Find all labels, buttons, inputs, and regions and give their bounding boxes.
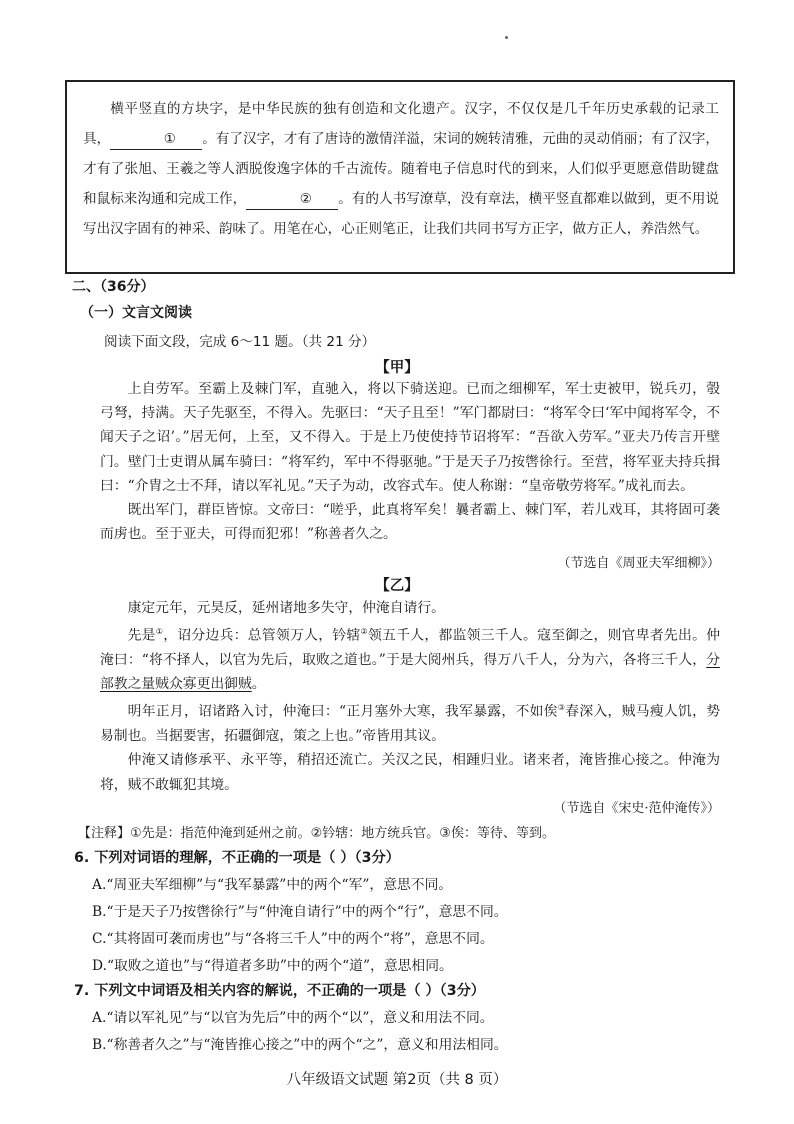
section-heading: 二、（36分）	[72, 279, 155, 295]
yi-source: （节选自《宋史·范仲淹传》）	[553, 801, 720, 816]
jia-source: （节选自《周亚夫军细柳》）	[557, 556, 720, 571]
annotation-note: 【注释】①先是：指范仲淹到延州之前。②钤辖：地方统兵官。③俟：等待、等到。	[78, 826, 555, 841]
question-6-option-d[interactable]: D.“取败之道也”与“得道者多助”中的两个“道”，意思相同。	[92, 958, 453, 974]
question-7-option-b[interactable]: B.“称善者久之”与“淹皆推心接之”中的两个“之”，意义和用法相同。	[92, 1037, 508, 1053]
yi-paragraph-2: 先是①，诏分边兵：总管领万人，钤辖②领五千人，都监领三千人。寇至御之，则官卑者先出。仲淹曰：“将不择人，以官为先后，取败之道也。”于是大阅州兵，得万八千人，分为六，各将三千人，分部教之量贼众寡更出御贼。	[100, 627, 721, 693]
yi-text	[100, 596, 720, 797]
footnote-mark-3: ③	[557, 703, 566, 713]
underlined-sentence: 分部教之量贼众寡更出御贼	[100, 652, 720, 693]
jia-text	[100, 377, 720, 546]
yi-paragraph-4: 仲淹又请修承平、永平等，稍招还流亡。关汉之民，相踵归业。诸来者，淹皆推心接之。仲淹为将，贼不敢辄犯其境。	[100, 752, 720, 793]
question-7-option-a[interactable]: A.“请以军礼见”与“以官为先后”中的两个“以”，意义和用法不同。	[92, 1010, 494, 1026]
footnote-mark-1: ①	[155, 627, 164, 637]
instruction: 阅读下面文段，完成 6～11 题。（共 21 分）	[104, 334, 376, 350]
question-6-option-c[interactable]: C.“其将固可袭而虏也”与“各将三千人”中的两个“将”，意思不同。	[92, 931, 494, 947]
intro-passage: 横平竖直的方块字，是中华民族的独有创造和文化遗产。汉字，不仅仅是几千年历史承载的记录工具， ① 。有了汉字，才有了唐诗的激情洋溢，宋词的婉转清雅，元曲的灵动俏丽；有了汉字，才有了张旭、王羲之等人洒脱俊逸字体的千古流传。随着电子信息时代的到来，人们似乎更愿意借助键盘和鼠标来沟通和完成工作， ② 。有的人书写潦草，没有章法，横平竖直都难以做到，更不用说写出汉字固有的神采、韵味了。用笔在心，心正则笔正，让我们共同书写方正字，做方正人，养浩然气。	[83, 101, 720, 237]
blank-2[interactable]: ②	[246, 189, 338, 210]
jia-paragraph-1: 上自劳军。至霸上及棘门军，直驰入，将以下骑送迎。已而之细柳军，军士吏被甲，锐兵刃，彀弓弩，持满。天子先驱至，不得入。先驱曰：“天子且至！”军门都尉曰：“将军令曰‘军中闻将军令，不闻天子之诏’。”居无何，上至，又不得入。于是上乃使使持节诏将军：“吾欲入劳军。”亚夫乃传言开壁门。壁门士吏谓从属车骑曰：“将军约，军中不得驱驰。”于是天子乃按辔徐行。至营，将军亚夫持兵揖曰：“介胄之士不拜，请以军礼见。”天子为动，改容式车。使人称谢：“皇帝敬劳将军。”成礼而去。	[100, 381, 720, 494]
footnote-mark-2: ②	[360, 627, 369, 637]
page-footer: 八年级语文试题 第2页（共 8 页）	[286, 1072, 508, 1088]
yi-title: 【乙】	[375, 578, 419, 594]
sub-heading: （一）文言文阅读	[80, 305, 192, 321]
yi-paragraph-1: 康定元年，元昊反，延州诸地多失守，仲淹自请行。	[127, 600, 445, 616]
yi-paragraph-3: 明年正月，诏诸路入讨，仲淹曰：“正月塞外大寒，我军暴露，不如俟③春深入，贼马瘦人饥，势易制也。当据要害，拓疆御寇，策之上也。”帝皆用其议。	[100, 703, 721, 745]
question-6-option-b[interactable]: B.“于是天子乃按辔徐行”与“仲淹自请行”中的两个“行”，意思不同。	[92, 904, 508, 920]
blank-1[interactable]: ①	[110, 129, 202, 150]
jia-title: 【甲】	[375, 360, 419, 376]
question-6-stem: 6. 下列对词语的理解，不正确的一项是（ ）（3分）	[74, 850, 400, 866]
question-6-option-a[interactable]: A.“周亚夫军细柳”与“我军暴露”中的两个“军”，意思不同。	[92, 877, 453, 893]
intro-passage-box	[65, 80, 735, 274]
scan-dot	[505, 36, 508, 39]
jia-paragraph-2: 既出军门，群臣皆惊。文帝曰：“嗟乎，此真将军矣！曩者霸上、棘门军，若儿戏耳，其将固可袭而虏也。至于亚夫，可得而犯邪！”称善者久之。	[100, 502, 720, 543]
question-7-stem: 7. 下列文中词语及相关内容的解说，不正确的一项是（ ）（3分）	[74, 983, 485, 999]
